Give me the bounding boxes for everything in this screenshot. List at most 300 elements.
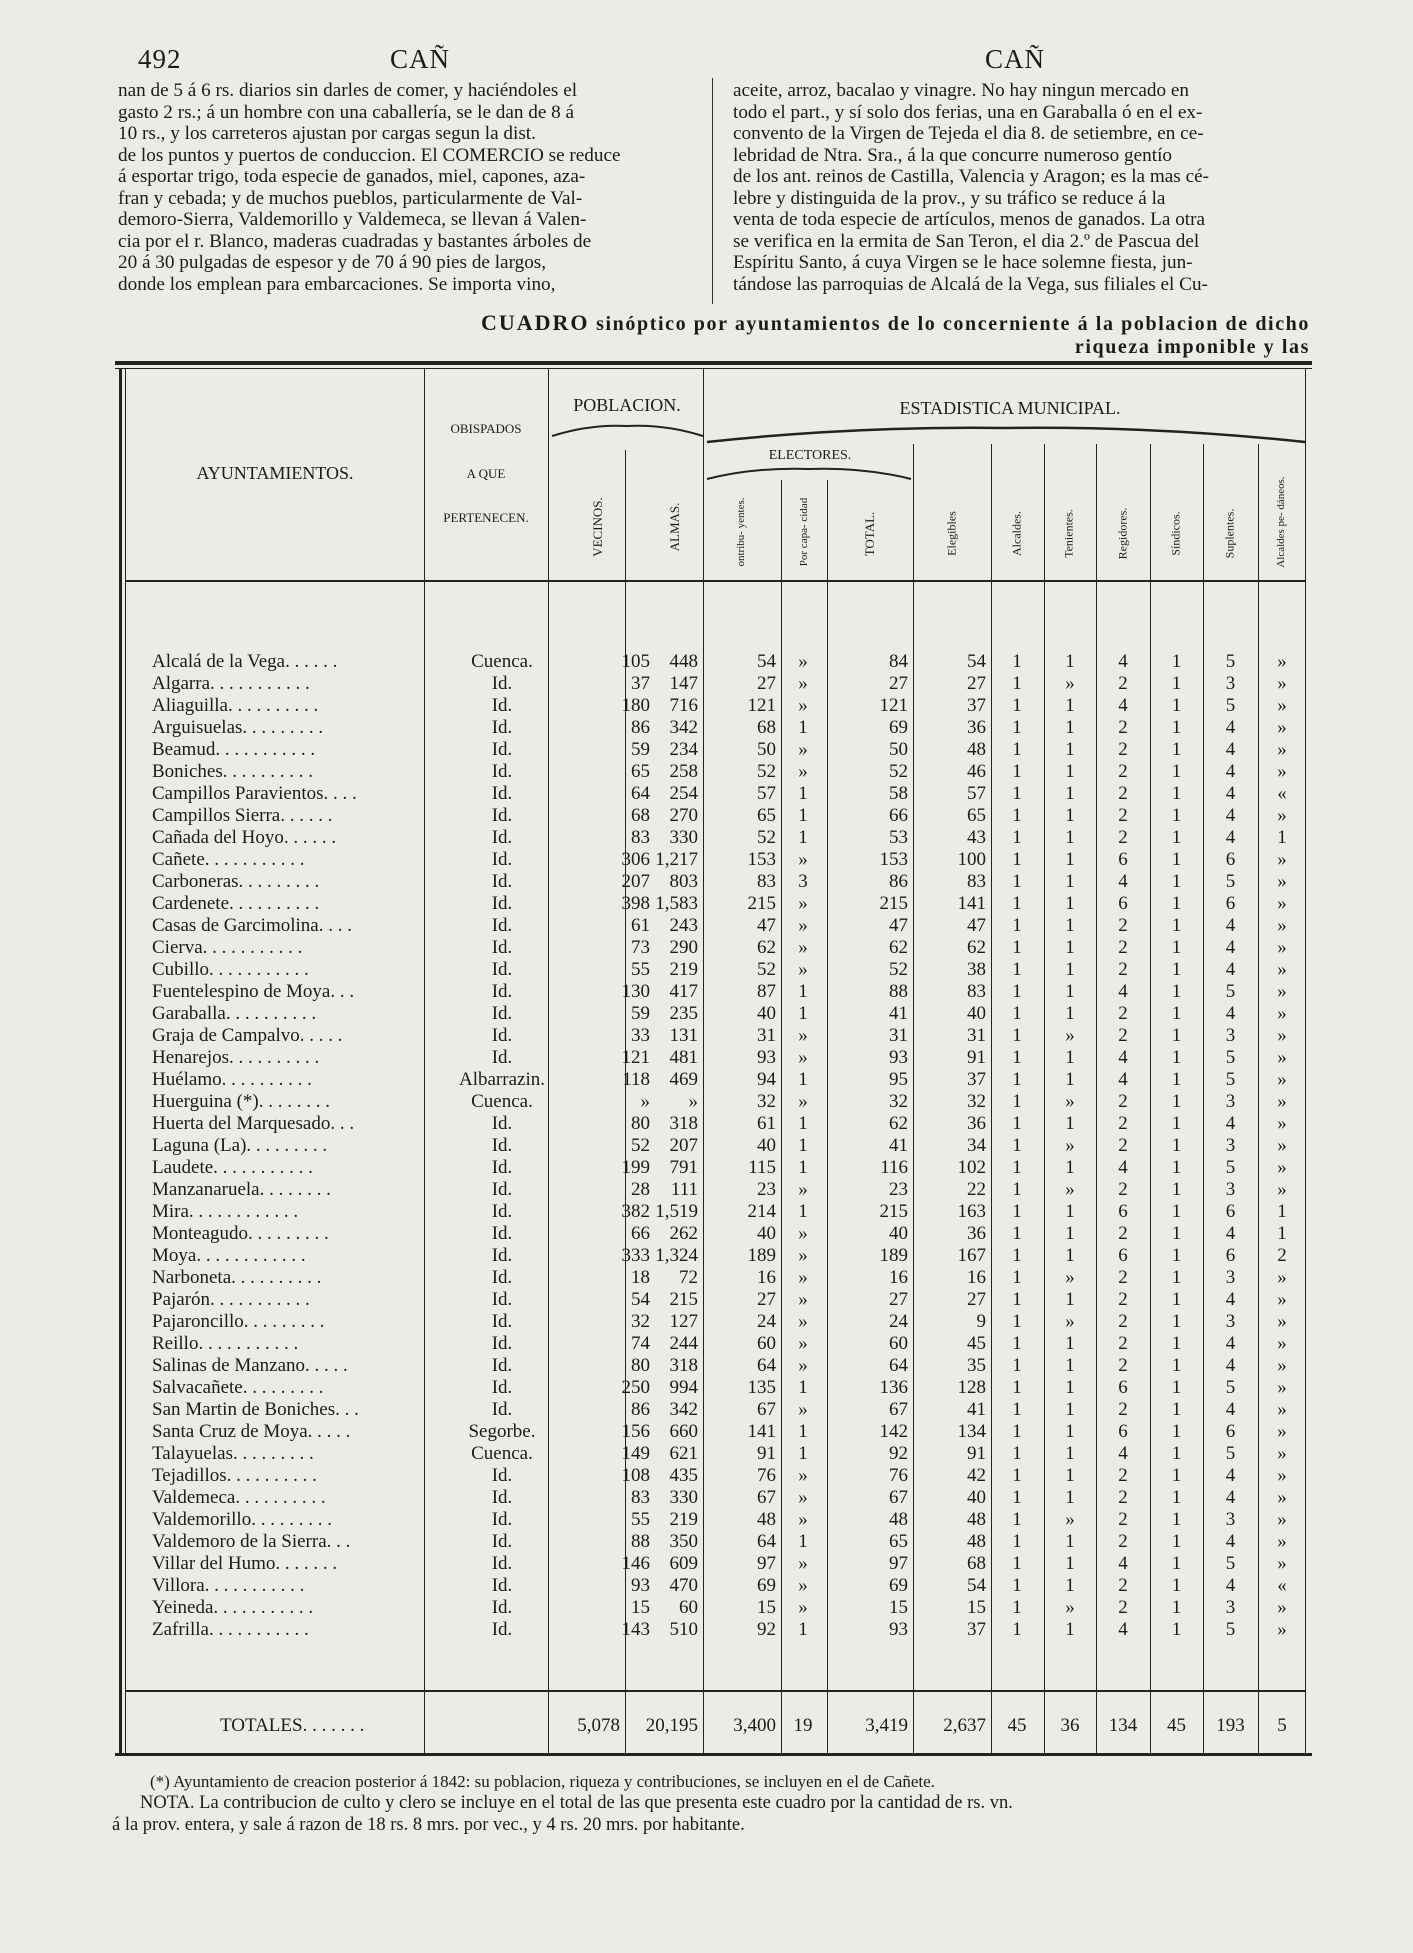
row-obispado: Id. bbox=[491, 1267, 513, 1288]
row-obispado: Albarrazin. bbox=[459, 1069, 545, 1090]
row-pedaneos: » bbox=[1277, 1113, 1287, 1134]
row-almas: 469 bbox=[669, 1069, 698, 1090]
row-regidores: 4 bbox=[1118, 1443, 1128, 1464]
row-ayuntamiento: Mira. . . . . . . . . . . . bbox=[152, 1201, 299, 1222]
row-vecinos: 156 bbox=[621, 1421, 650, 1442]
text-line: de los puntos y puertos de conduccion. El COMERCIO se reduce bbox=[118, 144, 621, 166]
row-elegibles: 31 bbox=[967, 1025, 986, 1046]
row-alcaldes: 1 bbox=[1012, 1487, 1022, 1508]
row-elegibles: 83 bbox=[967, 981, 986, 1002]
row-vecinos: 54 bbox=[631, 1289, 650, 1310]
table-row bbox=[126, 695, 1316, 717]
row-capacidad: 1 bbox=[798, 1135, 808, 1156]
row-contrib: 68 bbox=[757, 717, 776, 738]
row-suplentes: 4 bbox=[1225, 937, 1236, 958]
row-total: 60 bbox=[889, 1333, 908, 1354]
header-suplentes: Suplentes. bbox=[1222, 508, 1237, 559]
row-obispado: Id. bbox=[491, 1003, 513, 1024]
row-tenientes: 1 bbox=[1065, 1377, 1075, 1398]
row-almas: 716 bbox=[669, 695, 698, 716]
row-elegibles: 37 bbox=[967, 1619, 986, 1640]
row-tenientes: 1 bbox=[1065, 1399, 1075, 1420]
row-contrib: 141 bbox=[747, 1421, 776, 1442]
table-row bbox=[126, 1575, 1316, 1597]
row-tenientes: 1 bbox=[1065, 1245, 1075, 1266]
row-ayuntamiento: Campillos Paravientos. . . . bbox=[152, 783, 357, 804]
row-ayuntamiento: Boniches. . . . . . . . . . bbox=[152, 761, 313, 782]
row-obispado: Id. bbox=[491, 1377, 513, 1398]
table-row bbox=[126, 1003, 1316, 1025]
row-ayuntamiento: Salvacañete. . . . . . . . . bbox=[152, 1377, 324, 1398]
row-elegibles: 141 bbox=[957, 893, 986, 914]
row-regidores: 6 bbox=[1118, 849, 1128, 870]
row-vecinos: 28 bbox=[631, 1179, 650, 1200]
header-contribuyentes: ontribu- yentes. bbox=[735, 497, 747, 567]
row-total: 47 bbox=[889, 915, 908, 936]
row-capacidad: » bbox=[798, 1509, 808, 1530]
row-vecinos: 105 bbox=[621, 651, 650, 672]
row-suplentes: 5 bbox=[1225, 1443, 1236, 1464]
row-capacidad: 1 bbox=[798, 1421, 808, 1442]
row-tenientes: 1 bbox=[1065, 1553, 1075, 1574]
row-suplentes: 4 bbox=[1225, 827, 1236, 848]
row-ayuntamiento: Monteagudo. . . . . . . . . bbox=[152, 1223, 329, 1244]
row-total: 53 bbox=[889, 827, 908, 848]
table-row bbox=[126, 1245, 1316, 1267]
row-sindicos: 1 bbox=[1171, 1047, 1182, 1068]
row-elegibles: 128 bbox=[957, 1377, 986, 1398]
row-sindicos: 1 bbox=[1171, 783, 1182, 804]
row-almas: 147 bbox=[669, 673, 698, 694]
row-almas: 262 bbox=[669, 1223, 698, 1244]
row-sindicos: 1 bbox=[1171, 871, 1182, 892]
row-total: 66 bbox=[889, 805, 908, 826]
row-total: 27 bbox=[889, 673, 908, 694]
row-pedaneos: » bbox=[1277, 981, 1287, 1002]
row-vecinos: 130 bbox=[621, 981, 650, 1002]
row-ayuntamiento: Valdemorillo. . . . . . . . . bbox=[152, 1509, 332, 1530]
row-total: 64 bbox=[889, 1355, 908, 1376]
row-vecinos: 55 bbox=[631, 1509, 650, 1530]
nota-line-1: NOTA. La contribucion de culto y clero se incluye en el total de las que presenta este cuadro por la cantidad de rs. vn. bbox=[140, 1793, 1013, 1813]
row-regidores: 2 bbox=[1118, 1487, 1128, 1508]
row-ayuntamiento: Henarejos. . . . . . . . . . bbox=[152, 1047, 320, 1068]
row-regidores: 2 bbox=[1118, 783, 1128, 804]
row-vecinos: 86 bbox=[631, 717, 650, 738]
row-regidores: 2 bbox=[1118, 1223, 1128, 1244]
row-obispado: Id. bbox=[491, 1553, 513, 1574]
row-capacidad: » bbox=[798, 1487, 808, 1508]
row-ayuntamiento: Pajarón. . . . . . . . . . . bbox=[152, 1289, 310, 1310]
row-capacidad: 1 bbox=[798, 783, 808, 804]
row-suplentes: 5 bbox=[1225, 1619, 1236, 1640]
row-vecinos: 66 bbox=[631, 1223, 650, 1244]
row-pedaneos: » bbox=[1277, 695, 1287, 716]
row-pedaneos: » bbox=[1277, 1619, 1287, 1640]
text-line: lebridad de Ntra. Sra., á la que concurre numeroso gentío bbox=[733, 144, 1173, 166]
table-top-rule bbox=[115, 361, 1312, 365]
row-elegibles: 34 bbox=[967, 1135, 986, 1156]
row-alcaldes: 1 bbox=[1012, 937, 1022, 958]
row-tenientes: 1 bbox=[1065, 1069, 1075, 1090]
row-sindicos: 1 bbox=[1171, 1069, 1182, 1090]
row-elegibles: 15 bbox=[967, 1597, 986, 1618]
row-elegibles: 62 bbox=[967, 937, 986, 958]
table-row bbox=[126, 1619, 1316, 1641]
row-almas: 470 bbox=[669, 1575, 698, 1596]
row-obispado: Id. bbox=[491, 1289, 513, 1310]
row-obispado: Id. bbox=[491, 783, 513, 804]
row-regidores: 6 bbox=[1118, 1201, 1128, 1222]
row-ayuntamiento: Villar del Humo. . . . . . . bbox=[152, 1553, 338, 1574]
row-elegibles: 47 bbox=[967, 915, 986, 936]
totals-suplentes: 193 bbox=[1216, 1715, 1245, 1736]
row-pedaneos: » bbox=[1277, 915, 1287, 936]
row-sindicos: 1 bbox=[1171, 805, 1182, 826]
row-suplentes: 6 bbox=[1225, 893, 1236, 914]
row-alcaldes: 1 bbox=[1012, 1157, 1022, 1178]
row-almas: 510 bbox=[669, 1619, 698, 1640]
row-capacidad: » bbox=[798, 1025, 808, 1046]
row-obispado: Id. bbox=[491, 1487, 513, 1508]
row-regidores: 4 bbox=[1118, 1619, 1128, 1640]
row-vecinos: 121 bbox=[621, 1047, 650, 1068]
row-total: 31 bbox=[889, 1025, 908, 1046]
row-suplentes: 4 bbox=[1225, 1333, 1236, 1354]
row-vecinos: 52 bbox=[631, 1135, 650, 1156]
row-ayuntamiento: Reillo. . . . . . . . . . . bbox=[152, 1333, 299, 1354]
row-ayuntamiento: Moya. . . . . . . . . . . . bbox=[152, 1245, 306, 1266]
row-tenientes: 1 bbox=[1065, 1333, 1075, 1354]
row-sindicos: 1 bbox=[1171, 1289, 1182, 1310]
row-suplentes: 6 bbox=[1225, 1201, 1236, 1222]
table-row bbox=[126, 1157, 1316, 1179]
header-ayuntamientos: AYUNTAMIENTOS. bbox=[196, 463, 354, 483]
row-obispado: Id. bbox=[491, 981, 513, 1002]
row-pedaneos: » bbox=[1277, 1597, 1287, 1618]
table-row bbox=[126, 1553, 1316, 1575]
table-row bbox=[126, 1443, 1316, 1465]
row-capacidad: » bbox=[798, 761, 808, 782]
row-obispado: Id. bbox=[491, 871, 513, 892]
caption-word: CUADRO bbox=[480, 310, 590, 335]
row-alcaldes: 1 bbox=[1012, 1509, 1022, 1530]
row-almas: 60 bbox=[679, 1597, 698, 1618]
row-ayuntamiento: Cierva. . . . . . . . . . . bbox=[152, 937, 303, 958]
row-total: 116 bbox=[880, 1157, 908, 1178]
row-suplentes: 5 bbox=[1225, 1047, 1236, 1068]
row-alcaldes: 1 bbox=[1012, 1289, 1022, 1310]
row-total: 121 bbox=[879, 695, 908, 716]
row-pedaneos: » bbox=[1277, 849, 1287, 870]
row-contrib: 47 bbox=[757, 915, 776, 936]
row-vecinos: 333 bbox=[621, 1245, 650, 1266]
row-contrib: 52 bbox=[757, 761, 776, 782]
row-suplentes: 4 bbox=[1225, 1289, 1236, 1310]
row-alcaldes: 1 bbox=[1012, 1223, 1022, 1244]
row-sindicos: 1 bbox=[1171, 849, 1182, 870]
row-pedaneos: » bbox=[1277, 1289, 1287, 1310]
row-alcaldes: 1 bbox=[1012, 1069, 1022, 1090]
row-vecinos: » bbox=[640, 1091, 650, 1112]
row-pedaneos: 1 bbox=[1277, 1223, 1287, 1244]
header-alcaldes: Alcaldes. bbox=[1009, 511, 1024, 556]
row-pedaneos: « bbox=[1277, 783, 1287, 804]
totals-capacidad: 19 bbox=[793, 1715, 813, 1736]
row-obispado: Id. bbox=[491, 1575, 513, 1596]
row-tenientes: 1 bbox=[1065, 1443, 1075, 1464]
row-tenientes: » bbox=[1065, 1179, 1075, 1200]
row-suplentes: 4 bbox=[1225, 1113, 1236, 1134]
row-pedaneos: » bbox=[1277, 1487, 1287, 1508]
row-elegibles: 40 bbox=[967, 1003, 986, 1024]
row-obispado: Cuenca. bbox=[471, 651, 533, 672]
row-vecinos: 33 bbox=[631, 1025, 650, 1046]
row-pedaneos: » bbox=[1277, 1091, 1287, 1112]
row-total: 93 bbox=[889, 1047, 908, 1068]
table-row bbox=[126, 783, 1316, 805]
row-alcaldes: 1 bbox=[1012, 1025, 1022, 1046]
row-tenientes: 1 bbox=[1065, 1531, 1075, 1552]
row-suplentes: 3 bbox=[1225, 1179, 1236, 1200]
row-capacidad: » bbox=[798, 937, 808, 958]
row-pedaneos: » bbox=[1277, 1047, 1287, 1068]
row-ayuntamiento: Garaballa. . . . . . . . . . bbox=[152, 1003, 317, 1024]
row-alcaldes: 1 bbox=[1012, 1113, 1022, 1134]
row-sindicos: 1 bbox=[1171, 1443, 1182, 1464]
row-almas: 342 bbox=[669, 717, 698, 738]
table-row bbox=[126, 1289, 1316, 1311]
row-vecinos: 118 bbox=[622, 1069, 650, 1090]
row-pedaneos: » bbox=[1277, 717, 1287, 738]
row-sindicos: 1 bbox=[1171, 739, 1182, 760]
row-capacidad: » bbox=[798, 1597, 808, 1618]
row-alcaldes: 1 bbox=[1012, 871, 1022, 892]
row-sindicos: 1 bbox=[1171, 1333, 1182, 1354]
row-vecinos: 86 bbox=[631, 1399, 650, 1420]
row-obispado: Id. bbox=[491, 893, 513, 914]
row-regidores: 2 bbox=[1118, 827, 1128, 848]
table-row bbox=[126, 1421, 1316, 1443]
row-contrib: 87 bbox=[757, 981, 776, 1002]
row-alcaldes: 1 bbox=[1012, 783, 1022, 804]
totals-alcaldes: 45 bbox=[1007, 1715, 1027, 1736]
row-alcaldes: 1 bbox=[1012, 651, 1022, 672]
row-elegibles: 102 bbox=[957, 1157, 986, 1178]
row-pedaneos: » bbox=[1277, 1399, 1287, 1420]
row-elegibles: 43 bbox=[967, 827, 986, 848]
table-row bbox=[126, 1333, 1316, 1355]
row-ayuntamiento: Tejadillos. . . . . . . . . . bbox=[152, 1465, 317, 1486]
row-pedaneos: » bbox=[1277, 1421, 1287, 1442]
row-pedaneos: 1 bbox=[1277, 1201, 1287, 1222]
row-elegibles: 48 bbox=[967, 1531, 986, 1552]
row-regidores: 2 bbox=[1118, 1575, 1128, 1596]
row-ayuntamiento: Valdemeca. . . . . . . . . . bbox=[152, 1487, 326, 1508]
row-elegibles: 37 bbox=[967, 695, 986, 716]
row-contrib: 40 bbox=[757, 1135, 776, 1156]
row-capacidad: 3 bbox=[798, 871, 808, 892]
row-almas: 111 bbox=[670, 1179, 698, 1200]
row-tenientes: 1 bbox=[1065, 959, 1075, 980]
row-suplentes: 5 bbox=[1225, 1377, 1236, 1398]
row-sindicos: 1 bbox=[1171, 673, 1182, 694]
row-sindicos: 1 bbox=[1171, 959, 1182, 980]
row-vecinos: 88 bbox=[631, 1531, 650, 1552]
header-alcaldes-pedaneos: Alcaldes pe- dáneos. bbox=[1275, 476, 1287, 568]
row-sindicos: 1 bbox=[1171, 1531, 1182, 1552]
row-regidores: 6 bbox=[1118, 893, 1128, 914]
row-almas: 234 bbox=[669, 739, 698, 760]
row-almas: 127 bbox=[669, 1311, 698, 1332]
table-left-border bbox=[119, 369, 122, 1753]
row-capacidad: 1 bbox=[798, 827, 808, 848]
table-row bbox=[126, 651, 1316, 673]
text-line: aceite, arroz, bacalao y vinagre. No hay ningun mercado en bbox=[733, 80, 1190, 101]
row-contrib: 135 bbox=[747, 1377, 776, 1398]
row-contrib: 50 bbox=[757, 739, 776, 760]
row-tenientes: 1 bbox=[1065, 1465, 1075, 1486]
table-row bbox=[126, 981, 1316, 1003]
row-contrib: 57 bbox=[757, 783, 776, 804]
row-ayuntamiento: Talayuelas. . . . . . . . . bbox=[152, 1443, 314, 1464]
row-total: 65 bbox=[889, 1531, 908, 1552]
text-line: convento de la Virgen de Tejeda el dia 8. de setiembre, en ce- bbox=[733, 123, 1204, 144]
row-alcaldes: 1 bbox=[1012, 827, 1022, 848]
row-vecinos: 83 bbox=[631, 1487, 650, 1508]
row-tenientes: » bbox=[1065, 1267, 1075, 1288]
row-tenientes: 1 bbox=[1065, 893, 1075, 914]
table-row bbox=[126, 871, 1316, 893]
row-pedaneos: » bbox=[1277, 1531, 1287, 1552]
row-regidores: 2 bbox=[1118, 717, 1128, 738]
row-vecinos: 83 bbox=[631, 827, 650, 848]
row-capacidad: » bbox=[798, 695, 808, 716]
row-ayuntamiento: Carboneras. . . . . . . . . bbox=[152, 871, 320, 892]
row-capacidad: 1 bbox=[798, 1113, 808, 1134]
row-elegibles: 45 bbox=[967, 1333, 986, 1354]
row-almas: 243 bbox=[669, 915, 698, 936]
row-sindicos: 1 bbox=[1171, 717, 1182, 738]
row-ayuntamiento: Alcalá de la Vega. . . . . . bbox=[152, 651, 338, 672]
row-suplentes: 4 bbox=[1225, 1399, 1236, 1420]
row-tenientes: » bbox=[1065, 673, 1075, 694]
text-line: gasto 2 rs.; á un hombre con una caballería, se le dan de 8 á bbox=[118, 101, 575, 123]
row-contrib: 48 bbox=[757, 1509, 776, 1530]
row-pedaneos: » bbox=[1277, 871, 1287, 892]
table-row bbox=[126, 1311, 1316, 1333]
row-capacidad: » bbox=[798, 1091, 808, 1112]
row-pedaneos: » bbox=[1277, 1069, 1287, 1090]
poblacion-brace bbox=[550, 420, 705, 440]
row-pedaneos: 1 bbox=[1277, 827, 1287, 848]
row-regidores: 2 bbox=[1118, 1179, 1128, 1200]
row-contrib: 67 bbox=[757, 1487, 776, 1508]
header-pertenecen: PERTENECEN. bbox=[443, 510, 529, 525]
row-contrib: 215 bbox=[747, 893, 776, 914]
row-alcaldes: 1 bbox=[1012, 673, 1022, 694]
row-total: 40 bbox=[889, 1223, 908, 1244]
row-suplentes: 3 bbox=[1225, 1509, 1236, 1530]
row-sindicos: 1 bbox=[1171, 1135, 1182, 1156]
row-tenientes: 1 bbox=[1065, 937, 1075, 958]
row-contrib: 69 bbox=[757, 1575, 776, 1596]
row-total: 52 bbox=[889, 761, 908, 782]
row-regidores: 2 bbox=[1118, 1003, 1128, 1024]
row-almas: 330 bbox=[669, 827, 698, 848]
text-line: demoro-Sierra, Valdemorillo y Valdemeca, se llevan á Valen- bbox=[118, 209, 587, 230]
row-vecinos: 207 bbox=[621, 871, 650, 892]
row-almas: 660 bbox=[669, 1421, 698, 1442]
table-row bbox=[126, 1201, 1316, 1223]
text-line: á esportar trigo, toda especie de ganados, miel, capones, aza- bbox=[118, 166, 586, 187]
row-total: 27 bbox=[889, 1289, 908, 1310]
row-tenientes: 1 bbox=[1065, 915, 1075, 936]
row-vecinos: 143 bbox=[621, 1619, 650, 1640]
row-sindicos: 1 bbox=[1171, 893, 1182, 914]
row-alcaldes: 1 bbox=[1012, 1201, 1022, 1222]
row-tenientes: 1 bbox=[1065, 783, 1075, 804]
row-alcaldes: 1 bbox=[1012, 1047, 1022, 1068]
row-obispado: Id. bbox=[491, 1245, 513, 1266]
row-obispado: Id. bbox=[491, 761, 513, 782]
row-vecinos: 80 bbox=[631, 1355, 650, 1376]
row-sindicos: 1 bbox=[1171, 1597, 1182, 1618]
row-almas: 994 bbox=[669, 1377, 698, 1398]
row-sindicos: 1 bbox=[1171, 1421, 1182, 1442]
row-alcaldes: 1 bbox=[1012, 717, 1022, 738]
row-vecinos: 93 bbox=[631, 1575, 650, 1596]
row-ayuntamiento: Aliaguilla. . . . . . . . . . bbox=[152, 695, 319, 716]
row-suplentes: 4 bbox=[1225, 1487, 1236, 1508]
row-ayuntamiento: Cañete. . . . . . . . . . . bbox=[152, 849, 305, 870]
row-contrib: 83 bbox=[757, 871, 776, 892]
row-pedaneos: » bbox=[1277, 1267, 1287, 1288]
row-almas: 330 bbox=[669, 1487, 698, 1508]
row-contrib: 32 bbox=[757, 1091, 776, 1112]
header-obispados: OBISPADOS bbox=[450, 421, 522, 436]
header-tenientes: Tenientes. bbox=[1061, 509, 1076, 558]
row-almas: 609 bbox=[669, 1553, 698, 1574]
table-bottom-rule bbox=[115, 1753, 1312, 1756]
row-suplentes: 4 bbox=[1225, 1355, 1236, 1376]
row-suplentes: 6 bbox=[1225, 1421, 1236, 1442]
row-contrib: 40 bbox=[757, 1003, 776, 1024]
table-row bbox=[126, 1069, 1316, 1091]
row-sindicos: 1 bbox=[1171, 1619, 1182, 1640]
row-regidores: 2 bbox=[1118, 1113, 1128, 1134]
row-pedaneos: » bbox=[1277, 1157, 1287, 1178]
row-regidores: 2 bbox=[1118, 1289, 1128, 1310]
row-obispado: Id. bbox=[491, 1047, 513, 1068]
row-elegibles: 100 bbox=[957, 849, 986, 870]
row-contrib: 93 bbox=[757, 1047, 776, 1068]
row-capacidad: » bbox=[798, 1267, 808, 1288]
row-suplentes: 4 bbox=[1225, 1531, 1236, 1552]
row-vecinos: 74 bbox=[631, 1333, 650, 1354]
row-regidores: 2 bbox=[1118, 1135, 1128, 1156]
row-obispado: Id. bbox=[491, 1201, 513, 1222]
row-elegibles: 38 bbox=[967, 959, 986, 980]
row-capacidad: 1 bbox=[798, 1201, 808, 1222]
row-contrib: 76 bbox=[757, 1465, 776, 1486]
row-pedaneos: » bbox=[1277, 893, 1287, 914]
row-almas: 207 bbox=[669, 1135, 698, 1156]
row-tenientes: 1 bbox=[1065, 1619, 1075, 1640]
row-capacidad: » bbox=[798, 1333, 808, 1354]
row-almas: 318 bbox=[669, 1355, 698, 1376]
row-suplentes: 3 bbox=[1225, 1597, 1236, 1618]
